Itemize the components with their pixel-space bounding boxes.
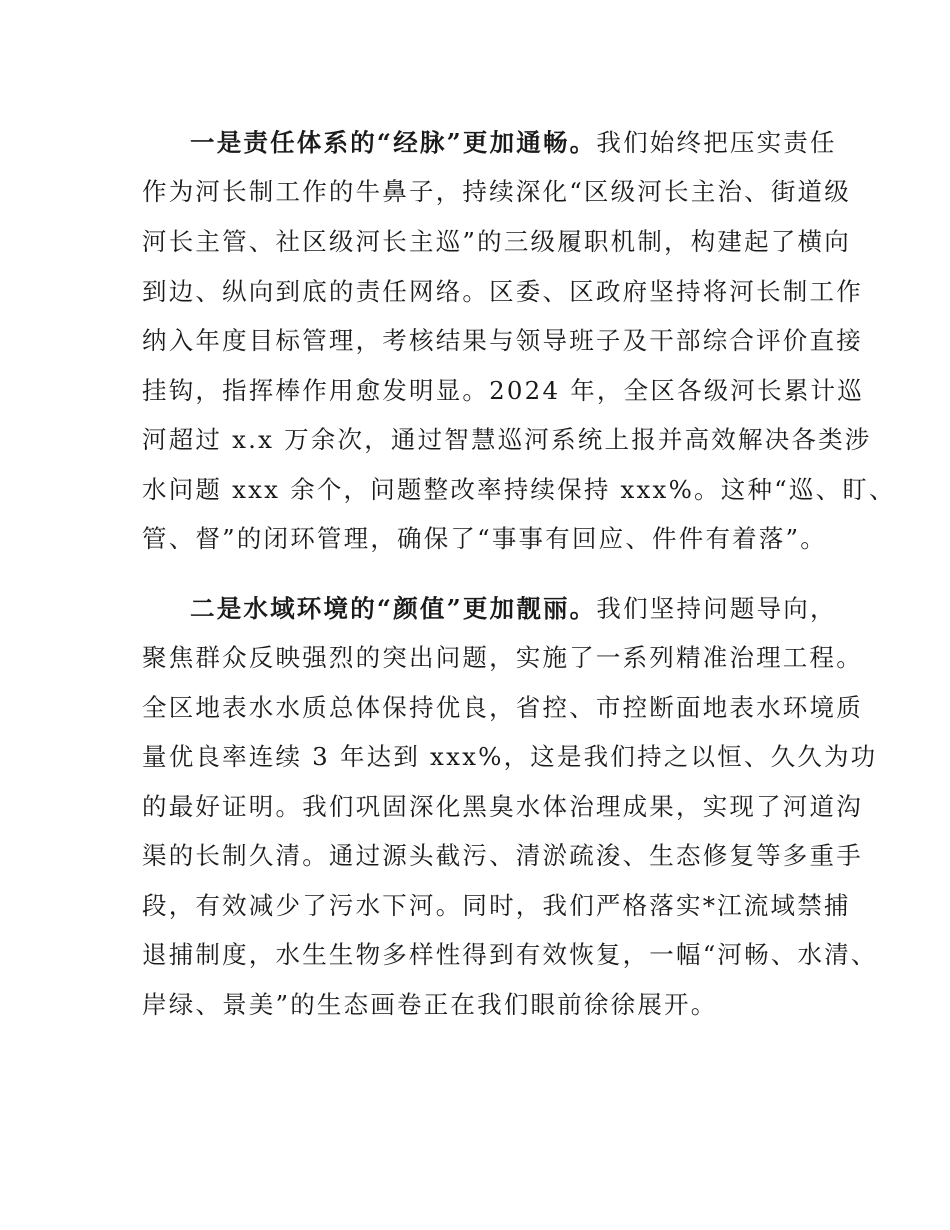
paragraph-line: 水问题 xxx 余个，问题整改率持续保持 xxx%。这种“巡、盯、	[142, 475, 896, 504]
paragraph-line: 管、督”的闭环管理，确保了“事事有回应、件件有着落”。	[142, 524, 827, 553]
paragraph-line: 岸绿、景美”的生态画卷正在我们眼前徐徐展开。	[142, 990, 718, 1019]
paragraph-line: 聚焦群众反映强烈的突出问题，实施了一系列精准治理工程。	[142, 643, 863, 672]
paragraph-line: 段，有效减少了污水下河。同时，我们严格落实*江流域禁捕	[142, 891, 851, 920]
paragraph-line: 河长主管、社区级河长主巡”的三级履职机制，构建起了横向	[142, 227, 851, 256]
paragraph-line: 挂钩，指挥棒作用愈发明显。2024 年，全区各级河长累计巡	[142, 376, 864, 405]
paragraph-line: 全区地表水水质总体保持优良，省控、市控断面地表水环境质	[142, 693, 863, 722]
paragraph-lead-heading: 一是责任体系的“经脉”更加通畅。	[190, 128, 597, 157]
paragraph-text: 我们坚持问题导向，	[596, 594, 837, 623]
paragraph-lead-heading: 二是水域环境的“颜值”更加靓丽。	[190, 594, 597, 623]
paragraph-line: 量优良率连续 3 年达到 xxx%，这是我们持之以恒、久久为功	[142, 742, 878, 771]
paragraph-line: 河超过 x.x 万余次，通过智慧巡河系统上报并高效解决各类涉	[142, 425, 872, 454]
paragraph-line: 的最好证明。我们巩固深化黑臭水体治理成果，实现了河道沟	[142, 792, 863, 821]
paragraph-line: 渠的长制久清。通过源头截污、清淤疏浚、生态修复等多重手	[142, 841, 863, 870]
paragraph-line: 退捕制度，水生生物多样性得到有效恢复，一幅“河畅、水清、	[142, 940, 878, 969]
paragraph-first-line	[190, 128, 837, 158]
paragraph-text: 我们始终把压实责任	[596, 128, 837, 157]
paragraph-line: 到边、纵向到底的责任网络。区委、区政府坚持将河长制工作	[142, 277, 863, 306]
paragraph-line: 作为河长制工作的牛鼻子，持续深化“区级河长主治、街道级	[142, 177, 851, 206]
paragraph-first-line	[190, 594, 837, 624]
paragraph-line: 纳入年度目标管理，考核结果与领导班子及干部综合评价直接	[142, 326, 863, 355]
